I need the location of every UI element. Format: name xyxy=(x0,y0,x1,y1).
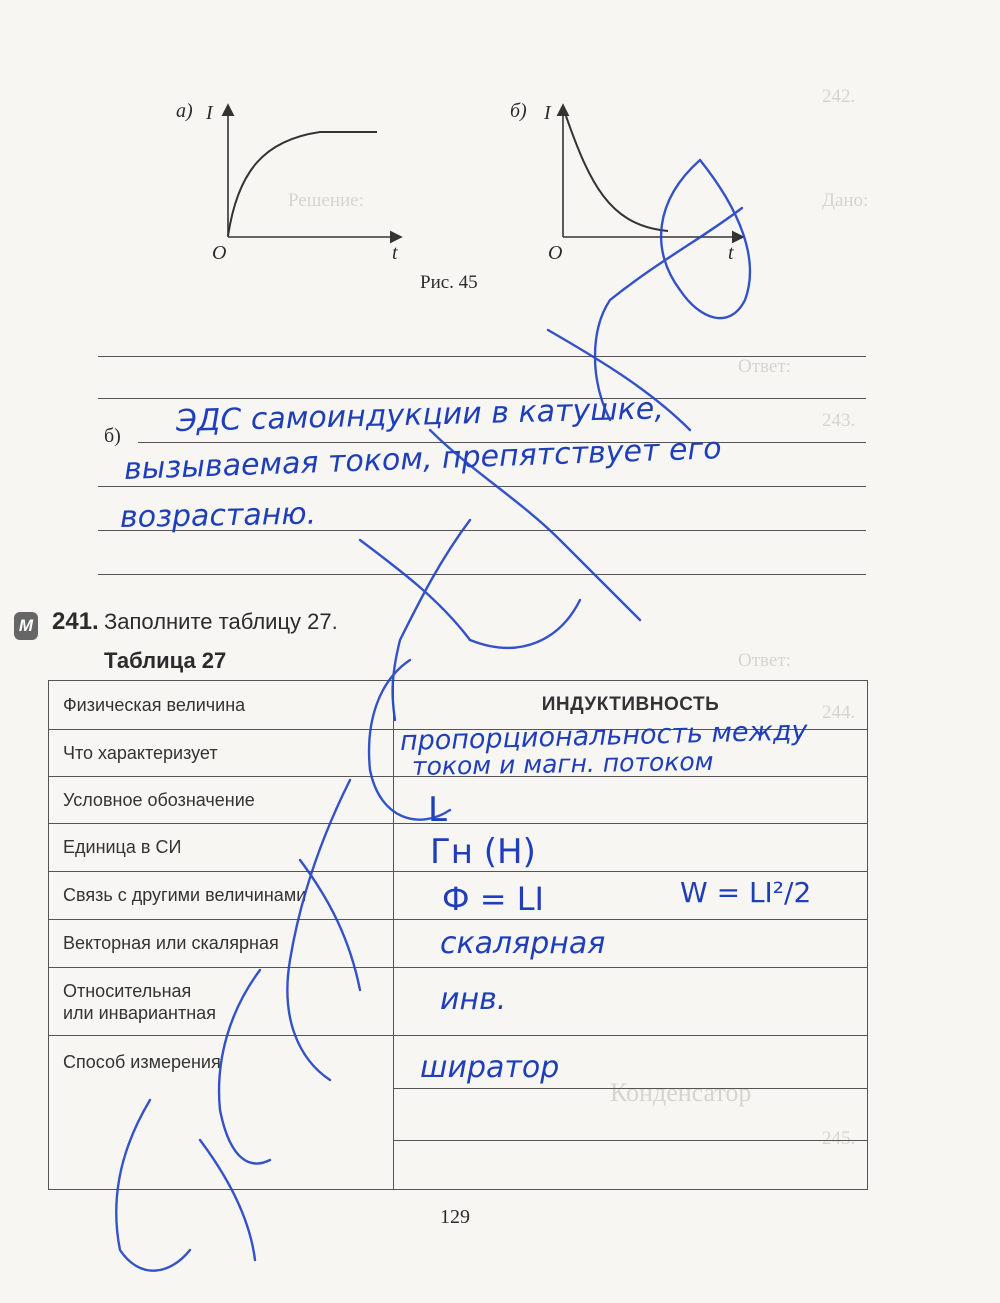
table-title: Таблица 27 xyxy=(104,648,227,673)
table-header-value: ИНДУКТИВНОСТЬ xyxy=(394,681,868,730)
method-icon: M xyxy=(14,612,38,640)
handwritten-si-unit: Гн (H) xyxy=(430,832,536,872)
page-number: 129 xyxy=(440,1206,470,1228)
graph-b-origin-label: O xyxy=(548,242,563,264)
row-label: Физическая величина xyxy=(49,681,394,730)
answer-b-label: б) xyxy=(104,425,121,447)
bleed-text-243: 243. xyxy=(822,410,856,431)
bleed-text-242: 242. xyxy=(822,86,856,107)
handwritten-scalar: скалярная xyxy=(440,926,606,961)
task-number: 241. xyxy=(52,608,99,635)
row-label: Векторная или скалярная xyxy=(49,920,394,968)
handwritten-invariant: инв. xyxy=(440,982,507,1017)
handwritten-relation-flux: Ф = LI xyxy=(442,880,544,918)
graph-a-y-axis-label: I xyxy=(206,102,213,124)
graph-a-x-axis-label: t xyxy=(392,242,398,264)
bleed-text-dano: Дано: xyxy=(822,190,869,211)
handwritten-answer-line-3: возрастаню. xyxy=(119,496,317,535)
graph-b-label: б) xyxy=(510,100,527,122)
handwritten-symbol: L xyxy=(428,790,447,830)
graph-a-label: а) xyxy=(176,100,193,122)
handwritten-characterizes-line-1: пропорциональность между xyxy=(399,715,808,757)
row-label: Единица в СИ xyxy=(49,824,394,872)
handwritten-measurement: ширатор xyxy=(420,1050,560,1085)
row-label: Что характеризует xyxy=(49,730,394,777)
handwritten-answer-line-1: ЭДС самоиндукции в катушке, xyxy=(175,391,665,439)
graph-b-x-axis-label: t xyxy=(728,242,734,264)
row-label: Связь с другими величинами xyxy=(49,872,394,920)
row-label: Относительная или инвариантная xyxy=(49,968,394,1036)
handwritten-answer-line-2: вызываемая током, препятствует его xyxy=(123,431,723,487)
row-label: Условное обозначение xyxy=(49,777,394,824)
row-label: Способ измерения xyxy=(49,1036,394,1190)
bleed-text-otvet-1: Ответ: xyxy=(738,356,791,377)
bleed-text-245: 245. xyxy=(822,1128,856,1149)
handwritten-relation-energy: W = LI²/2 xyxy=(680,876,812,909)
bleed-text-reshenie: Решение: xyxy=(288,190,364,211)
task-text: Заполните таблицу 27. xyxy=(104,609,338,634)
graph-b-y-axis-label: I xyxy=(544,102,551,124)
figure-caption: Рис. 45 xyxy=(420,272,478,293)
bleed-text-otvet-2: Ответ: xyxy=(738,650,791,671)
bleed-text-244: 244. xyxy=(822,702,856,723)
graph-a-origin-label: O xyxy=(212,242,227,264)
handwritten-characterizes-line-2: током и магн. потоком xyxy=(411,746,714,781)
bleed-text-kondensator: Конденсатор xyxy=(610,1078,752,1107)
